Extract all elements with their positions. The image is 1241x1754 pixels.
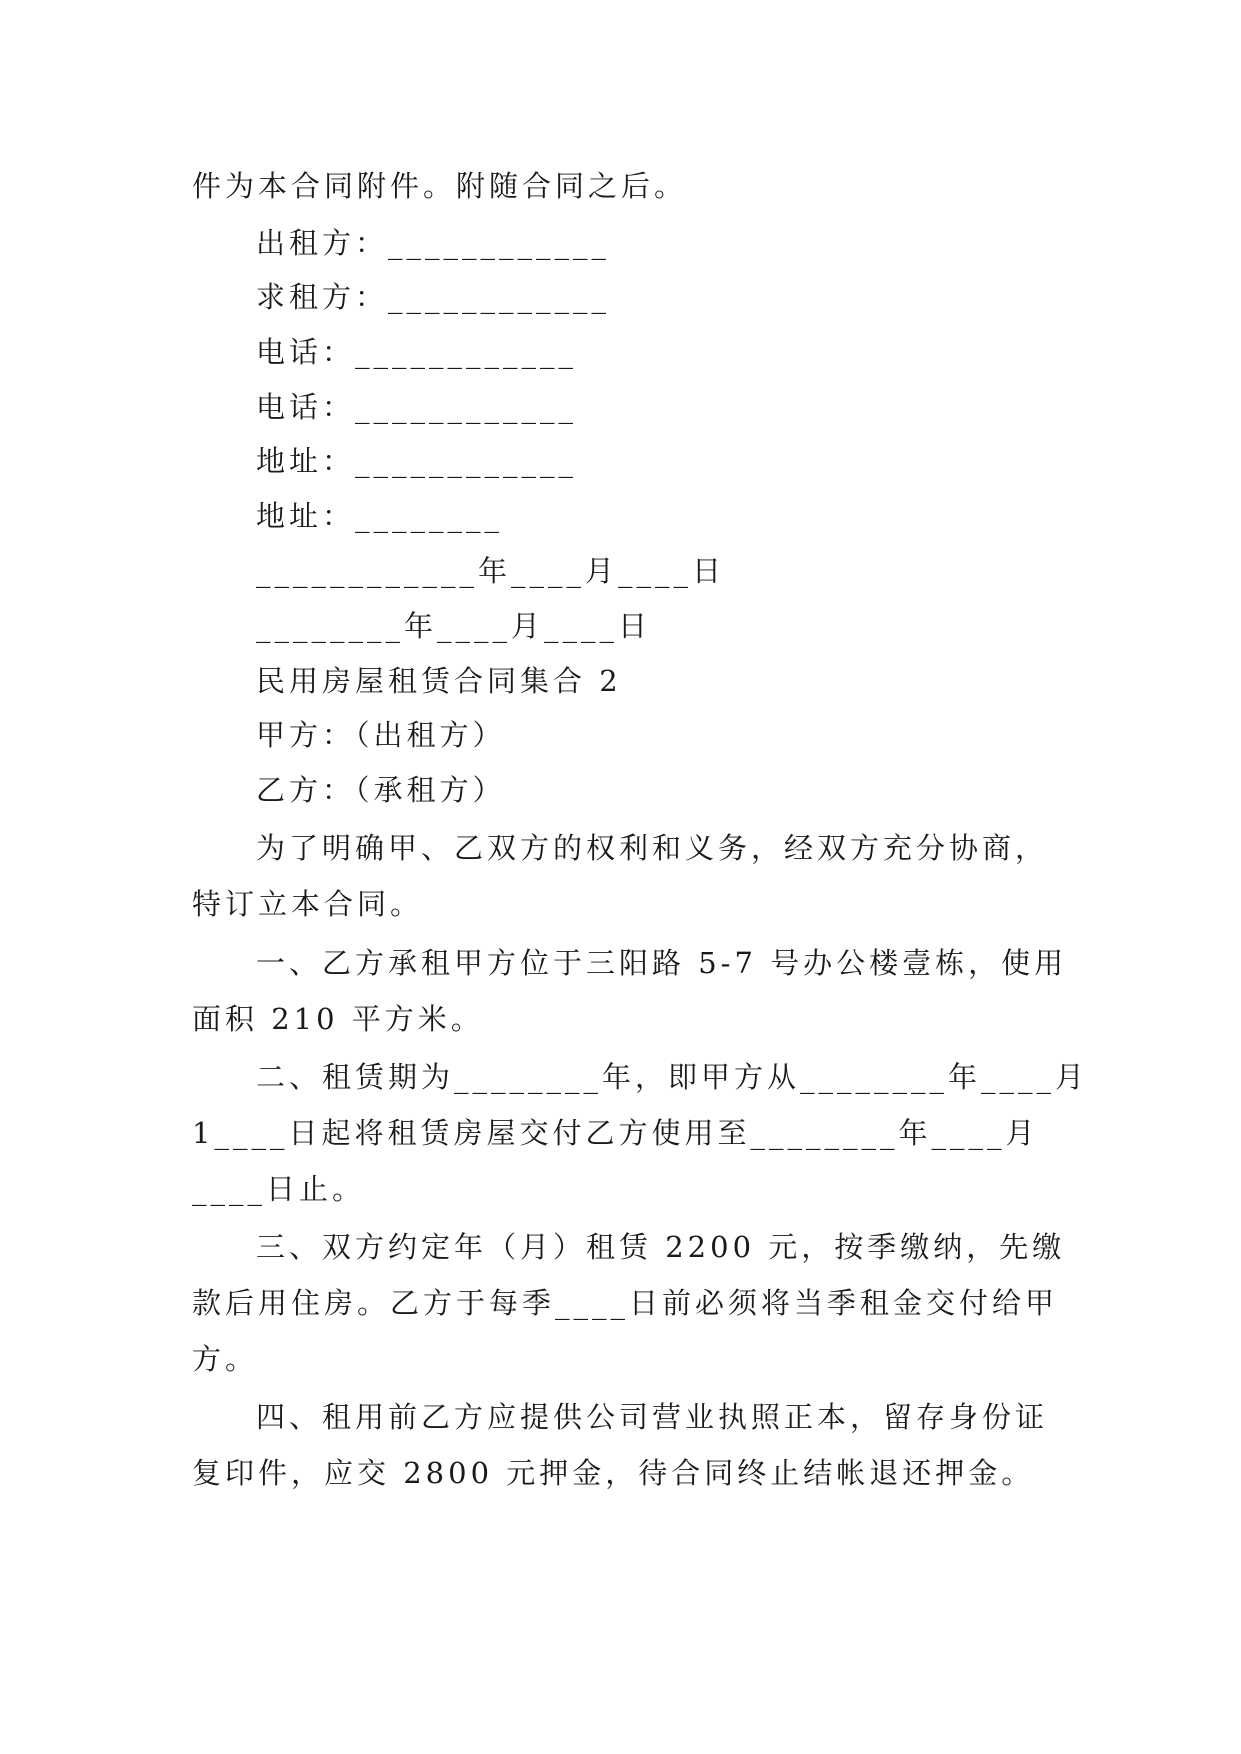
phone-line: 电话：____________: [256, 335, 578, 369]
phone-line: 电话：____________: [256, 390, 578, 424]
address-line: 地址：____________: [256, 444, 578, 478]
clause-3-line: 三、双方约定年（月）租赁 2200 元，按季缴纳，先缴: [256, 1230, 1066, 1264]
clause-1-line: 面积 210 平方米。: [192, 1002, 484, 1036]
clause-3-line: 款后用住房。乙方于每季____日前必须将当季租金交付给甲: [192, 1286, 1059, 1320]
party-b-line: 乙方：（承租方）: [256, 773, 506, 807]
paragraph-line: 特订立本合同。: [192, 887, 424, 921]
clause-4-line: 复印件，应交 2800 元押金，待合同终止结帐退还押金。: [192, 1456, 1035, 1490]
text-line: 件为本合同附件。附随合同之后。: [192, 169, 688, 203]
date-line: ____________年____月____日: [256, 554, 726, 588]
clause-2-line: ____日止。: [192, 1172, 366, 1206]
clause-4-line: 四、租用前乙方应提供公司营业执照正本，留存身份证: [256, 1400, 1049, 1434]
date-line: ________年____月____日: [256, 609, 652, 643]
clause-2-line: 1____日起将租赁房屋交付乙方使用至________年____月: [192, 1116, 1039, 1150]
address-line: 地址：________: [256, 499, 504, 533]
lessee-signature-line: 求租方：____________: [256, 280, 611, 314]
clause-3-line: 方。: [192, 1342, 259, 1376]
lessor-signature-line: 出租方：____________: [256, 226, 611, 260]
section-title: 民用房屋租赁合同集合 2: [256, 664, 622, 698]
party-a-line: 甲方：（出租方）: [256, 718, 506, 752]
paragraph-line: 为了明确甲、乙双方的权利和义务，经双方充分协商，: [256, 831, 1049, 865]
clause-2-line: 二、租赁期为________年，即甲方从________年____月: [256, 1060, 1089, 1094]
clause-1-line: 一、乙方承租甲方位于三阳路 5-7 号办公楼壹栋，使用: [256, 946, 1068, 980]
